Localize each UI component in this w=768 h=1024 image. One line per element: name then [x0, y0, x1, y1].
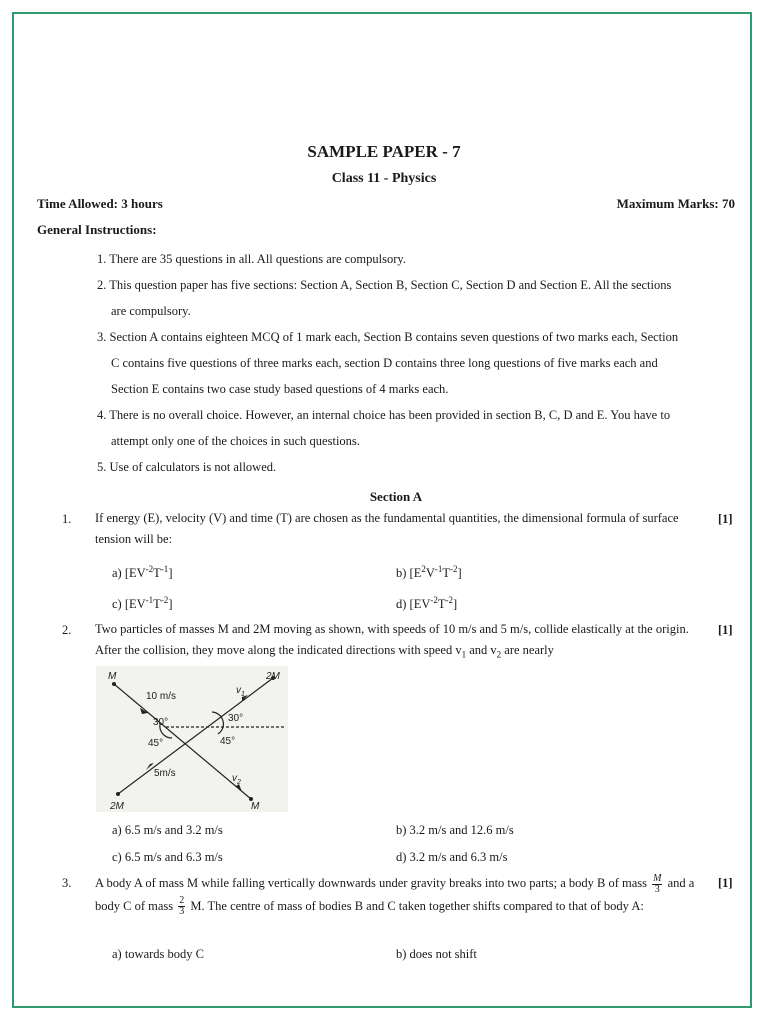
label-2m-bottom: 2M	[110, 801, 124, 812]
instruction-item: 5. Use of calculators is not allowed.	[97, 460, 277, 474]
particle-m-start	[112, 682, 116, 686]
q1-option-c: c) $[EV^{-1}T^{-2}]$	[112, 595, 173, 612]
q2-option-a: a) 6.5 m/s and 3.2 m/s	[112, 823, 223, 837]
label-angle-30-left: 30°	[153, 717, 169, 728]
instructions-list	[97, 246, 727, 480]
label-speed-10: 10 m/s	[146, 691, 177, 702]
question-3-text: A body A of mass M while falling vertically downwards under gravity breaks into two parts; a body B of mass $\frac{M}{3}$ and a body C of mass $\frac{2}{3}$ M. The centre of mass of bodies B and C taken together shifts compared to that of body A:	[95, 872, 695, 918]
label-speed-5: 5m/s	[154, 768, 176, 779]
q1-option-a: a) $[EV^{-2}T^{-1}]$	[112, 564, 173, 581]
paper-title: SAMPLE PAPER - 7	[307, 142, 461, 161]
label-angle-30-right: 30°	[228, 713, 244, 724]
label-angle-45-left: 45°	[148, 738, 164, 749]
q3-option-a: a) towards body C	[112, 947, 204, 961]
maximum-marks: Maximum Marks: 70	[616, 196, 735, 211]
q2-option-d: d) 3.2 m/s and 6.3 m/s	[396, 850, 508, 864]
question-3-number: 3.	[62, 876, 72, 890]
q2-option-b: b) 3.2 m/s and 12.6 m/s	[396, 823, 514, 837]
instruction-item: 4. There is no overall choice. However, an internal choice has been provided in section B, C, D and E. You have to	[97, 408, 671, 422]
instruction-item: C contains five questions of three marks each, section D contains three long questions of five marks each and	[111, 356, 658, 370]
particle-2m-start	[116, 792, 120, 796]
instruction-item: Section E contains two case study based questions of 4 marks each.	[111, 382, 449, 396]
path-2m-line	[118, 678, 273, 794]
instruction-item: 1. There are 35 questions in all. All questions are compulsory.	[97, 252, 406, 266]
general-instructions-heading: General Instructions:	[37, 222, 157, 237]
question-3-marks: [1]	[718, 876, 733, 890]
label-v2: $v_2$	[232, 773, 241, 786]
time-allowed: Time Allowed: 3 hours	[37, 196, 163, 211]
label-2m-top: 2M	[266, 671, 280, 682]
arrow-2m-in	[146, 763, 154, 770]
instruction-item: 2. This question paper has five sections: Section A, Section B, Section C, Section D and Section E. All the sections	[97, 278, 672, 292]
question-1-text: If energy (E), velocity (V) and time (T) are chosen as the fundamental quantities, the dimensional formula of surface tension will be:	[95, 511, 679, 546]
fraction-2-over-3: $\frac{2}{3}$	[179, 895, 185, 918]
q1-option-b: b) $[E^2V^{-1}T^{-2}]$	[396, 564, 462, 581]
question-1-marks: [1]	[718, 512, 733, 526]
section-a-heading: Section A	[369, 489, 423, 504]
question-2-number: 2.	[62, 623, 72, 637]
label-m-bottom: M	[251, 801, 260, 812]
question-2-marks: [1]	[718, 623, 733, 637]
label-m-top: M	[108, 671, 117, 682]
instruction-item: 3. Section A contains eighteen MCQ of 1 mark each, Section B contains seven questions of two marks each, Section	[97, 330, 679, 344]
paper-subtitle: Class 11 - Physics	[331, 171, 437, 186]
q2-option-c: c) 6.5 m/s and 6.3 m/s	[112, 850, 223, 864]
question-1-number: 1.	[62, 512, 72, 526]
question-2-text: Two particles of masses M and 2M moving as shown, with speeds of 10 m/s and 5 m/s, collide elastically at the origin. After the collision, they move along the indicated directions with speed $v_1$ and $v_2$ are nearly	[95, 622, 689, 660]
q3-option-b: b) does not shift	[396, 947, 477, 961]
label-angle-45-right: 45°	[220, 736, 236, 747]
instruction-item: attempt only one of the choices in such questions.	[111, 434, 360, 448]
q1-option-d: d) $[EV^{-2}T^{-2}]$	[396, 595, 458, 612]
instruction-item: are compulsory.	[111, 304, 191, 318]
collision-diagram	[96, 666, 288, 812]
fraction-m-over-3: $\frac{M}{3}$	[653, 872, 662, 895]
label-v1: $v_1$	[236, 685, 245, 698]
